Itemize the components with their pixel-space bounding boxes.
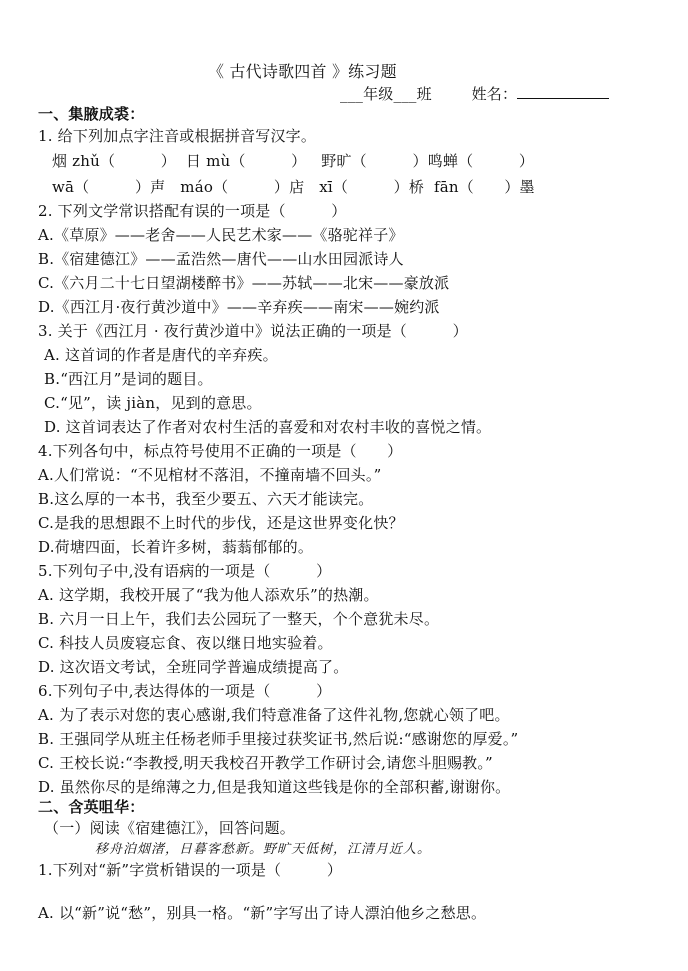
option-5c: C. 科技人员废寝忘食、夜以继日地实验着。 xyxy=(38,634,333,652)
pinyin-row-1: 烟 zhǔ（ ） 日 mù（ ） 野旷（ ）鸣蝉（ ） xyxy=(52,152,535,170)
option-5d: D. 这次语文考试，全班同学普遍成绩提高了。 xyxy=(38,658,349,676)
name-label: 姓名： xyxy=(471,85,518,103)
option-4b: B.这么厚的一本书，我至少要五、六天才能读完。 xyxy=(38,490,374,508)
section-heading-1: 一、集腋成裘： xyxy=(38,105,145,123)
question-2: 2. 下列文学常识搭配有误的一项是（ ） xyxy=(38,202,347,220)
option-3a: A. 这首词的作者是唐代的辛弃疾。 xyxy=(44,346,278,364)
option-4c: C.是我的思想跟不上时代的步伐，还是这世界变化快？ xyxy=(38,514,404,532)
question-3: 3. 关于《西江月 · 夜行黄沙道中》说法正确的一项是（ ） xyxy=(38,322,468,340)
question-4: 4.下列各句中，标点符号使用不正确的一项是（ ） xyxy=(38,442,403,460)
option-3b: B.“西江月”是词的题目。 xyxy=(44,370,213,388)
option-3c: C.“见”，读 jiàn，见到的意思。 xyxy=(44,394,262,412)
option-2b: B.《宿建德江》——孟浩然—唐代——山水田园派诗人 xyxy=(38,250,404,268)
option-4a: A.人们常说：“不见棺材不落泪，不撞南墙不回头。” xyxy=(38,466,382,484)
question-6: 6.下列句子中,表达得体的一项是（ ） xyxy=(38,682,332,700)
option-3d: D. 这首词表达了作者对农村生活的喜爱和对农村丰收的喜悦之情。 xyxy=(44,418,492,436)
pinyin-row-2: wā（ ）声 máo（ ）店 xī（ ）桥 fān（ ）墨 xyxy=(52,178,535,196)
option-2d: D.《西江月·夜行黄沙道中》——辛弃疾——南宋——婉约派 xyxy=(38,298,440,316)
option-5a: A. 这学期，我校开展了“我为他人添欢乐”的热潮。 xyxy=(38,586,379,604)
option-6c: C. 王校长说:“李教授,明天我校召开教学工作研讨会,请您斗胆赐教。” xyxy=(38,754,493,772)
student-info xyxy=(340,84,609,104)
option-5b: B. 六月一日上午，我们去公园玩了一整天，个个意犹未尽。 xyxy=(38,610,440,628)
reading-option-a: A. 以“新”说“愁”，别具一格。“新”字写出了诗人漂泊他乡之愁思。 xyxy=(38,904,487,922)
option-6d: D. 虽然你尽的是绵薄之力,但是我知道这些钱是你的全部积蓄,谢谢你。 xyxy=(38,778,511,796)
poem-text: 移舟泊烟渚，日暮客愁新。野旷天低树，江清月近人。 xyxy=(95,842,432,857)
option-6b: B. 王强同学从班主任杨老师手里接过获奖证书,然后说:“感谢您的厚爱。” xyxy=(38,730,519,748)
worksheet-title: 《 古代诗歌四首 》练习题 xyxy=(208,62,397,81)
option-4d: D.荷塘四面，长着许多树，蓊蓊郁郁的。 xyxy=(38,538,314,556)
option-2a: A.《草原》——老舍——人民艺术家——《骆驼祥子》 xyxy=(38,226,404,244)
question-1: 1. 给下列加点字注音或根据拼音写汉字。 xyxy=(38,127,317,145)
reading-instruction: （一）阅读《宿建德江》，回答问题。 xyxy=(44,819,295,837)
option-2c: C.《六月二十七日望湖楼醉书》——苏轼——北宋——豪放派 xyxy=(38,274,450,292)
question-5: 5.下列句子中,没有语病的一项是（ ） xyxy=(38,562,332,580)
section-heading-2: 二、含英咀华： xyxy=(38,798,145,816)
reading-question-1: 1.下列对“新”字赏析错误的一项是（ ） xyxy=(38,861,343,879)
option-6a: A. 为了表示对您的衷心感谢,我们特意准备了这件礼物,您就心领了吧。 xyxy=(38,706,510,724)
name-blank[interactable] xyxy=(517,84,609,99)
class-line: ___年级___班 xyxy=(340,85,432,103)
